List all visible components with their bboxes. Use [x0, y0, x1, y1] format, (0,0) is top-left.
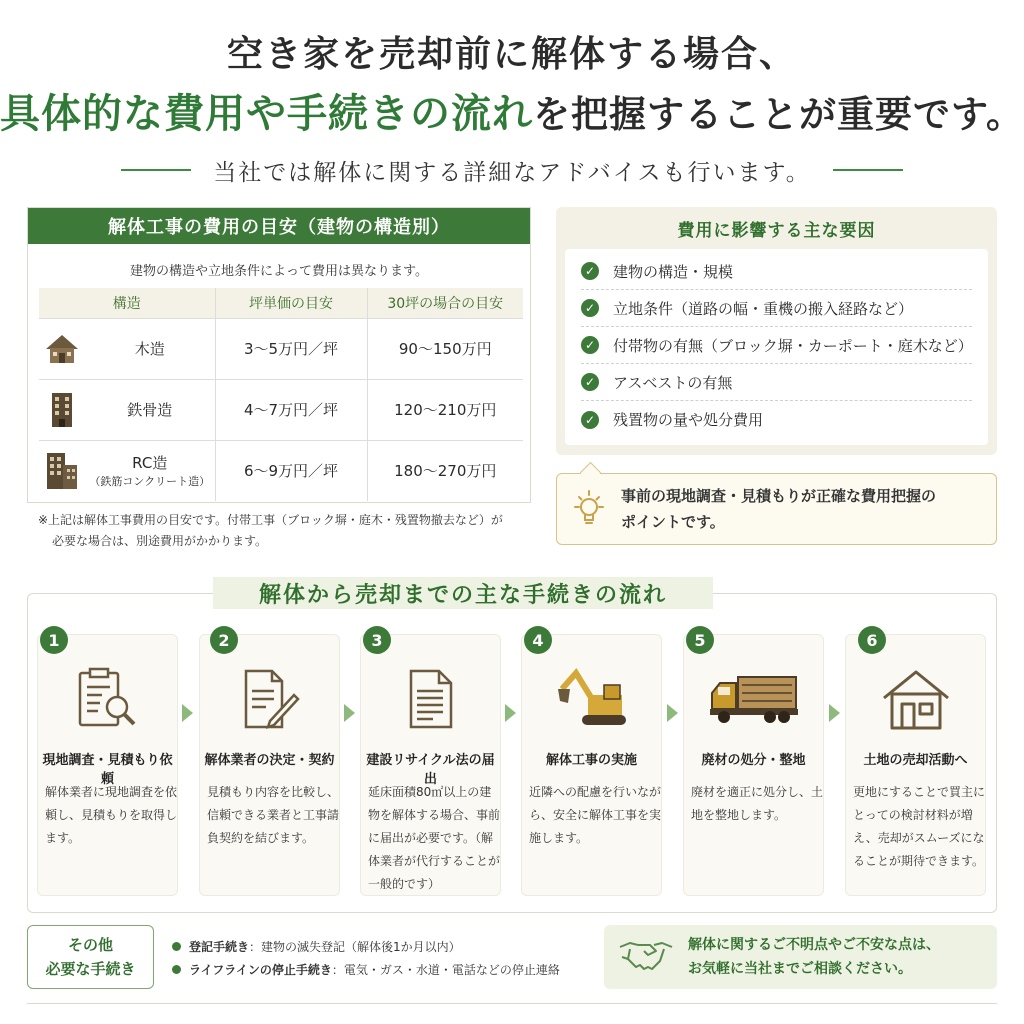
step-card-5	[683, 634, 824, 896]
tip-box	[556, 473, 997, 545]
contact-line1: 解体に関するご不明点やご不安な点は、	[688, 937, 940, 953]
step-number-badge: 6	[858, 626, 886, 654]
step-card-4	[521, 634, 662, 896]
factor-text: 付帯物の有無（ブロック塀・カーポート・庭木など）	[613, 336, 973, 355]
structure-label: 木造	[134, 340, 165, 358]
unit-price-cell: 4～7万円／坪	[215, 379, 367, 440]
factor-list	[565, 249, 988, 445]
step-card-6	[845, 634, 986, 896]
lightbulb-icon	[557, 489, 621, 529]
other-item-text: ：建物の滅失登記（解体後1か月以内）	[249, 940, 461, 954]
unit-price-cell: 6～9万円／坪	[215, 440, 367, 501]
structure-name: RC造	[132, 454, 168, 473]
total-cell: 90～150万円	[367, 318, 523, 379]
bottom-divider	[27, 1003, 997, 1004]
step-number-badge: 3	[363, 626, 391, 654]
structure-sub: （鉄筋コンクリート造）	[89, 475, 211, 489]
step-number-badge: 1	[40, 626, 68, 654]
step-desc: 延床面積80㎡以上の建物を解体する場合、事前に届出が必要です。（解体業者が代行することが一般的です）	[368, 785, 501, 891]
flow-title: 解体から売却までの主な手続きの流れ	[213, 577, 713, 609]
cost-table-header	[39, 288, 523, 318]
factor-panel	[556, 207, 997, 455]
other-item-text: ：電気・ガス・水道・電話などの停止連絡	[331, 963, 560, 977]
list-item	[172, 938, 461, 955]
truck-icon	[684, 663, 823, 735]
other-item-title: 登記手続き	[189, 940, 250, 954]
arrow-right-icon	[505, 704, 516, 722]
bullet-icon	[172, 965, 181, 974]
step-desc: 近隣への配慮を行いながら、安全に解体工事を実施します。	[529, 785, 662, 845]
factor-text: 立地条件（道路の幅・重機の搬入経路など）	[613, 299, 914, 318]
others-label-line2: 必要な手続き	[45, 960, 136, 978]
list-item	[581, 401, 972, 438]
arrow-right-icon	[344, 704, 355, 722]
excavator-icon	[522, 663, 661, 735]
step-number-badge: 2	[210, 626, 238, 654]
tip-line2: ポイントです。	[621, 513, 725, 531]
cost-panel	[27, 207, 531, 503]
headline-line1: 空き家を売却前に解体する場合、	[226, 34, 797, 75]
clipboard-search-icon	[38, 663, 177, 735]
check-icon: ✓	[581, 299, 599, 317]
factor-title: 費用に影響する主な要因	[677, 220, 876, 241]
cost-table	[39, 288, 523, 501]
list-item	[581, 253, 972, 290]
step-number-badge: 5	[686, 626, 714, 654]
factor-text: 残置物の量や処分費用	[613, 411, 764, 429]
arrow-right-icon	[182, 704, 193, 722]
step-title: 現地調査・見積もり依頼	[42, 753, 173, 787]
factor-text: 建物の構造・規模	[613, 262, 734, 281]
step-number-badge: 4	[524, 626, 552, 654]
step-desc: 更地にすることで買主にとっての検討材料が増え、売却がスムーズになることが期待できます。	[853, 785, 986, 868]
step-card-3	[360, 634, 501, 896]
cost-title: 解体工事の費用の目安（建物の構造別）	[28, 208, 530, 244]
others-label	[27, 925, 154, 989]
step-card-2	[199, 634, 340, 896]
structure-label: 鉄骨造	[127, 401, 173, 419]
header-30tsubo: 30坪の場合の目安	[367, 288, 523, 318]
contact-box	[604, 925, 997, 989]
document-icon	[361, 663, 500, 735]
table-row	[39, 318, 523, 379]
other-item-title: ライフラインの停止手続き	[189, 963, 332, 977]
list-item	[172, 961, 560, 978]
step-title: 廃材の処分・整地	[701, 753, 806, 768]
subheadline-rule-right	[833, 169, 903, 171]
step-title: 解体業者の決定・契約	[204, 753, 335, 768]
headline-line2	[0, 82, 1024, 139]
step-title: 土地の売却活動へ	[863, 753, 968, 768]
check-icon: ✓	[581, 262, 599, 280]
structure-cell	[39, 318, 215, 379]
contact-text	[688, 933, 940, 981]
arrow-right-icon	[829, 704, 840, 722]
cost-note-line1: ※上記は解体工事費用の目安です。付帯工事（ブロック塀・庭木・残置物撤去など）が	[38, 513, 503, 527]
step-desc: 見積もり内容を比較し、信頼できる業者と工事請負契約を結びます。	[207, 785, 340, 845]
others-label-line1: その他	[67, 936, 113, 954]
tip-line1: 事前の現地調査・見積もりが正確な費用把握の	[621, 487, 937, 505]
step-desc: 廃材を適正に処分し、土地を整地します。	[691, 785, 824, 822]
total-cell: 120～210万円	[367, 379, 523, 440]
unit-price-cell: 3～5万円／坪	[215, 318, 367, 379]
factor-text: アスベストの有無	[613, 373, 733, 392]
house-outline-icon	[846, 663, 985, 735]
table-row	[39, 440, 523, 501]
headline-highlight: 具体的な費用や手続きの流れ	[0, 91, 533, 137]
header-structure: 構造	[39, 288, 215, 318]
subheadline-text: 当社では解体に関する詳細なアドバイスも行います。	[213, 159, 811, 186]
header-unit-price: 坪単価の目安	[215, 288, 367, 318]
subheadline-rule-left	[121, 169, 191, 171]
step-title: 解体工事の実施	[545, 753, 637, 768]
cost-description: 建物の構造や立地条件によって費用は異なります。	[130, 264, 428, 279]
list-item	[581, 364, 972, 401]
headline-rest: を把握することが重要です。	[533, 93, 1024, 136]
subheadline	[0, 152, 1024, 188]
arrow-right-icon	[667, 704, 678, 722]
cost-note	[38, 510, 538, 552]
cost-note-line2: 必要な場合は、別途費用がかかります。	[52, 534, 268, 548]
rc-building-icon	[39, 451, 85, 491]
structure-cell	[39, 440, 215, 501]
check-icon: ✓	[581, 373, 599, 391]
list-item	[581, 327, 972, 364]
structure-label	[85, 452, 215, 489]
handshake-icon	[604, 937, 688, 977]
step-card-1	[37, 634, 178, 896]
step-title: 建設リサイクル法の届出	[366, 753, 495, 787]
contract-pen-icon	[200, 663, 339, 735]
bullet-icon	[172, 942, 181, 951]
total-cell: 180～270万円	[367, 440, 523, 501]
check-icon: ✓	[581, 411, 599, 429]
step-desc: 解体業者に現地調査を依頼し、見積もりを取得します。	[45, 785, 178, 845]
check-icon: ✓	[581, 336, 599, 354]
table-row	[39, 379, 523, 440]
list-item	[581, 290, 972, 327]
tip-text	[621, 483, 936, 535]
steel-building-icon	[39, 391, 85, 429]
contact-line2: お気軽に当社までご相談ください。	[688, 961, 912, 977]
structure-cell	[39, 379, 215, 440]
house-icon	[39, 333, 85, 365]
